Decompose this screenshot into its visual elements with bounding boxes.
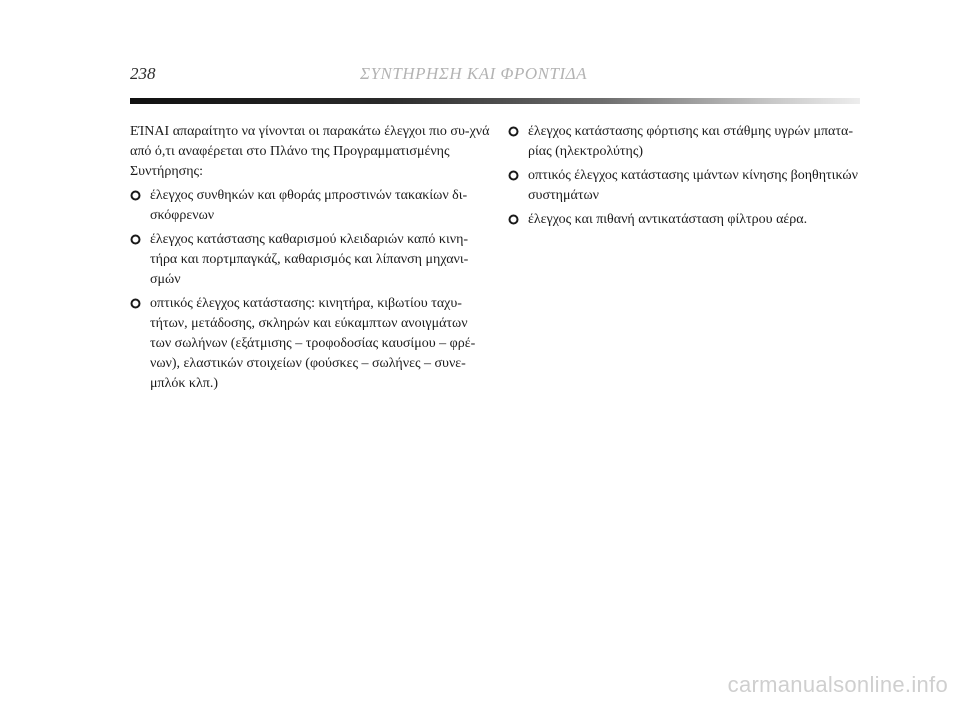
- page-number: 238: [130, 64, 156, 83]
- right-check-list: [508, 122, 860, 230]
- hollow-circle-bullet-icon: [508, 170, 519, 181]
- watermark: carmanualsonline.info: [727, 672, 948, 697]
- section-title: ΣΥΝΤΗΡΗΣΗ ΚΑΙ ΦΡΟΝΤΙΔΑ: [360, 64, 587, 83]
- list-item-text: έλεγχος κατάστασης καθαρισμού κλειδαριών καπό κινη-τήρα και πορτμπαγκάζ, καθαρισμός και λίπανση μηχανι-σμών: [150, 232, 469, 287]
- hollow-circle-bullet-icon: [508, 126, 519, 137]
- left-check-list: [130, 186, 490, 394]
- list-item: [508, 210, 860, 230]
- list-item-text: έλεγχος κατάστασης φόρτισης και στάθμης υγρών μπατα-ρίας (ηλεκτρολύτης): [528, 124, 854, 159]
- list-item-text: οπτικός έλεγχος κατάστασης: κινητήρα, κιβωτίου ταχυ-τήτων, μετάδοσης, σκληρών και εύκαμπτων ανοιγμάτων των σωλήνων (εξάτμισης – τροφοδοσίας καυσίμου – φρέ-νων), ελαστικών στοιχείων (φούσκες – σωλήνες – συνε-μπλόκ κλπ.): [150, 296, 476, 391]
- list-item: [130, 230, 490, 290]
- intro-paragraph: ΕΊΝΑΙ απαραίτητο να γίνονται οι παρακάτω έλεγχοι πιο συ-χνά από ό,τι αναφέρεται στο Πλάνο της Προγραμματισμένης Συντήρησης:: [130, 124, 490, 179]
- list-item-text: έλεγχος και πιθανή αντικατάσταση φίλτρου αέρα.: [528, 212, 808, 227]
- list-item-text: έλεγχος συνθηκών και φθοράς μπροστινών τακακίων δι-σκόφρενων: [150, 188, 468, 223]
- list-item: [508, 122, 860, 162]
- left-column: [130, 122, 490, 398]
- hollow-circle-bullet-icon: [130, 298, 141, 309]
- header-rule: [130, 98, 860, 104]
- hollow-circle-bullet-icon: [508, 214, 519, 225]
- right-column: [508, 122, 860, 234]
- list-item: [130, 294, 490, 394]
- list-item: [130, 186, 490, 226]
- hollow-circle-bullet-icon: [130, 190, 141, 201]
- list-item: [508, 166, 860, 206]
- hollow-circle-bullet-icon: [130, 234, 141, 245]
- list-item-text: οπτικός έλεγχος κατάστασης ιμάντων κίνησης βοηθητικών συστημάτων: [528, 168, 858, 203]
